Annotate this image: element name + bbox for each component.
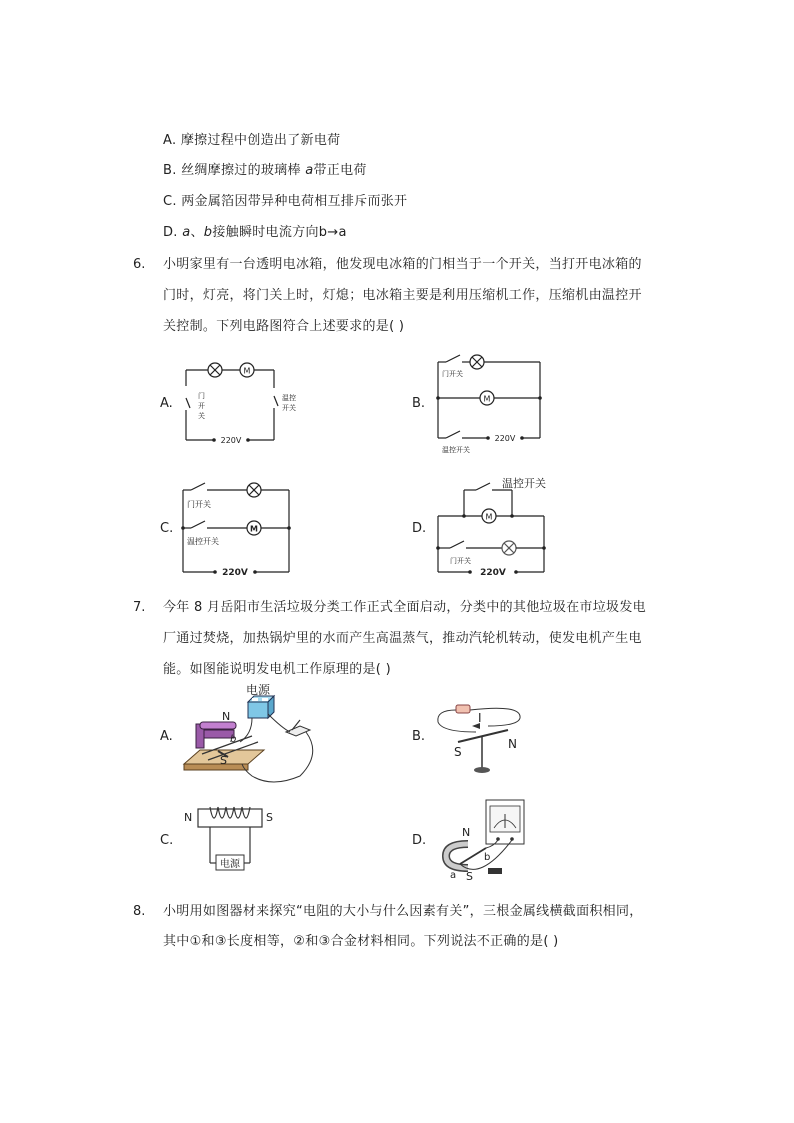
power-label: 电源: [246, 684, 271, 697]
temp-switch-label: 温控开关: [187, 537, 219, 546]
pole-s-label: S: [466, 870, 473, 882]
q5-option-d: [163, 224, 347, 242]
pole-n-label: N: [184, 811, 193, 824]
q7-option-b-label: B.: [412, 729, 426, 744]
q6-circuit-a: [178, 358, 308, 448]
q6-option-b-label: B.: [412, 396, 426, 411]
voltage-label: 220V: [220, 436, 242, 445]
q7-text-line-1: 今年 8 月岳阳市生活垃圾分类工作正式全面启动，分类中的其他垃圾在市垃圾发电: [163, 600, 646, 615]
q6-option-c-label: C.: [160, 521, 174, 536]
q8-number: 8.: [133, 904, 146, 919]
q5-option-d-var-a: a: [182, 225, 191, 240]
q7-figure-b: [432, 696, 542, 778]
voltage-label: 220V: [222, 568, 248, 578]
q6-option-a-label: A.: [160, 396, 173, 411]
q6-option-d-label: D.: [412, 521, 427, 536]
temp-switch-label-1: 温控: [282, 394, 296, 402]
temp-switch-label: 温控开关: [502, 477, 546, 490]
q6-number: 6.: [133, 257, 146, 272]
q8-text-line-2: 其中①和③长度相等，②和③合金材料相同。下列说法不正确的是( ): [163, 934, 559, 949]
q6-text-line-2: 门时，灯亮，将门关上时，灯熄；电冰箱主要是利用压缩机工作，压缩机由温控开: [163, 288, 642, 303]
motor-label: M: [250, 524, 258, 534]
q7-figure-a: [182, 684, 322, 789]
pole-s-label: S: [266, 811, 273, 824]
q5-option-b: [163, 162, 367, 180]
rod-b-label: b: [484, 852, 491, 863]
q6-circuit-c: [175, 478, 300, 583]
door-switch-label-3: 关: [198, 412, 205, 420]
q6-text-line-3: 关控制。下列电路图符合上述要求的是( ): [163, 319, 405, 334]
q5-option-b-suffix: 带正电荷: [313, 163, 367, 178]
motor-label: M: [485, 512, 493, 522]
q5-option-d-sep: 、: [190, 225, 204, 240]
q5-option-b-prefix: B. 丝绸摩擦过的玻璃棒: [163, 163, 306, 178]
temp-switch-label-2: 开关: [282, 404, 296, 412]
door-switch-label: 门开关: [450, 557, 471, 565]
q5-option-d-var-b: b: [203, 225, 213, 240]
q8-text-line-1: 小明用如图器材来探究“电阻的大小与什么因素有关”，三根金属线横截面积相同，: [163, 904, 643, 919]
q5-option-d-suffix: 接触瞬时电流方向b→a: [212, 225, 347, 240]
motor-label: M: [243, 366, 251, 376]
voltage-label: 220V: [494, 434, 516, 443]
q6-text-line-1: 小明家里有一台透明电冰箱，他发现电冰箱的门相当于一个开关，当打开电冰箱的: [163, 257, 642, 272]
q7-figure-c: [180, 805, 280, 877]
q7-text-line-2: 厂通过焚烧，加热锅炉里的水而产生高温蒸气，推动汽轮机转动，使发电机产生电: [163, 631, 642, 646]
q7-option-d-label: D.: [412, 833, 427, 848]
q5-option-c: C. 两金属箔因带异种电荷相互排斥而张开: [163, 194, 408, 209]
door-switch-label-2: 开: [198, 402, 205, 410]
q5-option-d-prefix: D.: [163, 225, 183, 240]
power-label: 电源: [220, 859, 240, 870]
q7-option-a-label: A.: [160, 729, 173, 744]
q7-option-c-label: C.: [160, 833, 174, 848]
q7-number: 7.: [133, 600, 146, 615]
temp-switch-label: 温控开关: [442, 446, 470, 454]
door-switch-label: 门开关: [187, 500, 211, 509]
voltage-label: 220V: [480, 568, 506, 578]
door-switch-label-1: 门: [198, 392, 205, 400]
door-switch-label: 门开关: [442, 370, 463, 378]
q5-option-b-var: a: [305, 163, 314, 178]
current-label: I: [478, 711, 482, 725]
rod-b-label: b: [230, 734, 237, 745]
q5-option-a: A. 摩擦过程中创造出了新电荷: [163, 133, 341, 148]
pole-s-label: S: [220, 754, 227, 767]
pole-n-label: N: [222, 710, 231, 723]
motor-label: M: [483, 394, 491, 404]
q7-figure-d: [440, 798, 535, 882]
rod-a-label: a: [450, 870, 457, 881]
q7-text-line-3: 能。如图能说明发电机工作原理的是( ): [163, 662, 391, 677]
q6-circuit-d: [430, 474, 560, 582]
q6-circuit-b: [430, 350, 550, 460]
pole-n-label: N: [462, 826, 471, 839]
needle-n-label: N: [508, 737, 517, 751]
needle-s-label: S: [454, 745, 462, 759]
